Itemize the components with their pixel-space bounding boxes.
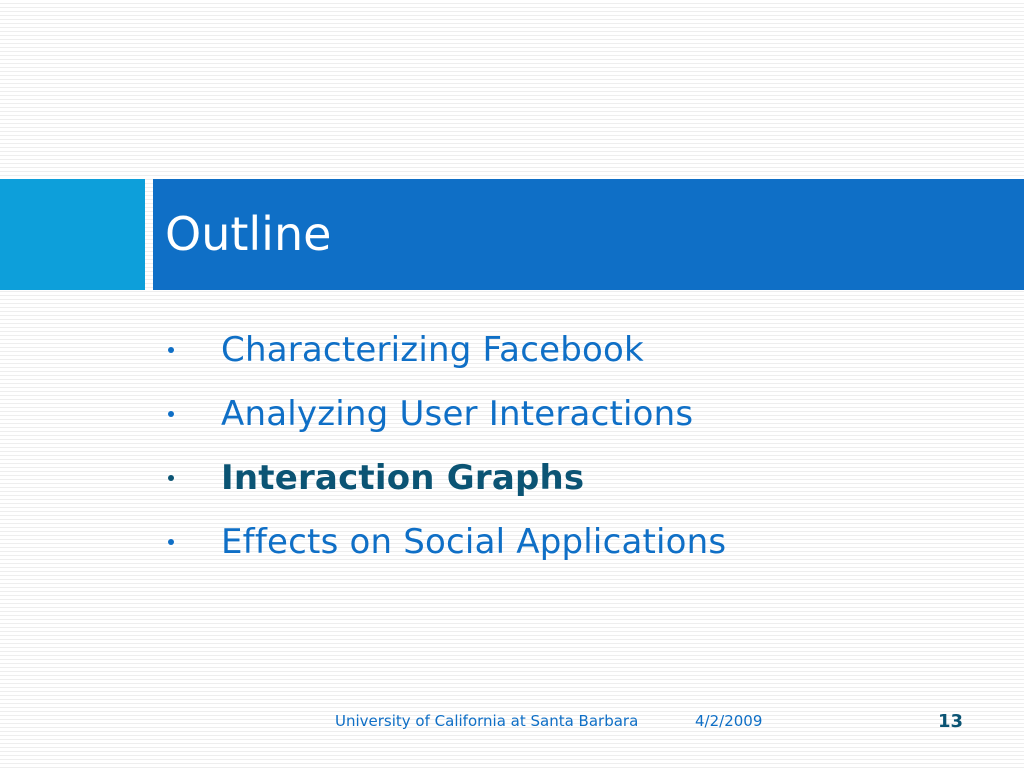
page-number: 13	[938, 711, 964, 732]
bullet-text: Characterizing Facebook	[221, 330, 644, 370]
slide-title: Outline	[165, 207, 332, 261]
accent-block	[0, 179, 145, 290]
bullet-icon	[168, 539, 174, 545]
bullet-icon	[168, 347, 174, 353]
bullet-icon	[168, 411, 174, 417]
footer-date: 4/2/2009	[695, 712, 763, 730]
bullet-text: Effects on Social Applications	[221, 522, 727, 562]
bullet-text-active: Interaction Graphs	[221, 458, 585, 498]
title-bar	[153, 179, 1024, 290]
bullet-icon	[168, 475, 174, 481]
bullet-text: Analyzing User Interactions	[221, 394, 694, 434]
footer-organization: University of California at Santa Barbara	[335, 712, 639, 730]
